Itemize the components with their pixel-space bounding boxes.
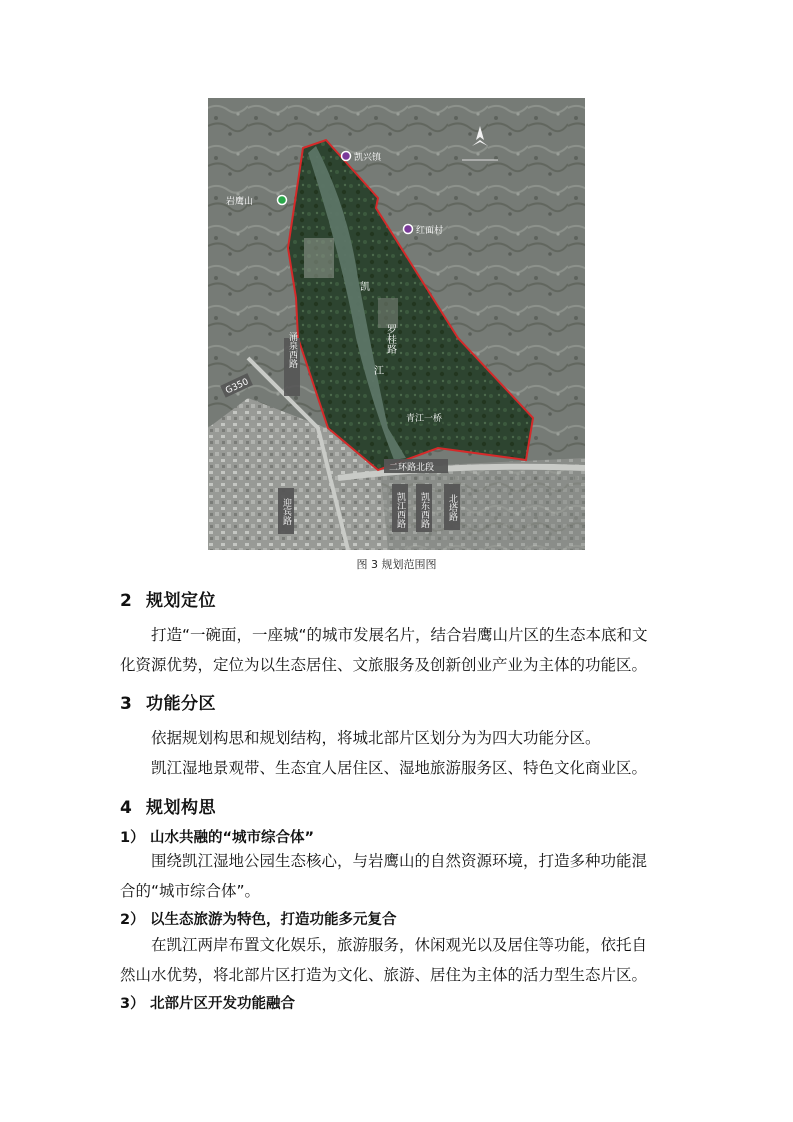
label-yongquan: 涌泉西路	[287, 332, 297, 368]
sub-2-paragraph	[120, 930, 660, 990]
sub-1-paragraph	[120, 846, 660, 906]
sub-number: 3）	[120, 996, 145, 1012]
label-yingbin: 迎宾路	[281, 498, 291, 525]
label-ring: 二环路北段	[389, 463, 435, 473]
subheading-3	[120, 992, 295, 1013]
paragraph-text: 在凯江两岸布置文化娱乐，旅游服务，休闲观光以及居住等功能，依托自然山水优势，将北部片区打造为文化、旅游、居住为主体的活力型生态片区。	[120, 936, 648, 984]
section-3-paragraph-1	[120, 723, 660, 753]
village-patch	[304, 238, 334, 278]
section-number: 3	[120, 694, 133, 714]
sub-title: 以生态旅游为特色，打造功能多元复合	[150, 912, 397, 928]
subheading-1	[120, 826, 314, 847]
planning-map	[208, 98, 585, 550]
section-title: 规划构思	[146, 798, 216, 818]
label-kaisheng: 凯兴镇	[354, 153, 382, 163]
poi-marker-purple	[404, 225, 413, 234]
section-heading-2	[120, 586, 216, 611]
label-qingjiang: 青江一桥	[406, 414, 443, 424]
label-g350: G350	[224, 377, 251, 397]
sub-number: 1）	[120, 830, 145, 846]
sub-number: 2）	[120, 912, 145, 928]
poi-marker-green	[278, 196, 287, 205]
paragraph-text: 依据规划构思和规划结构，将城北部片区划分为为四大功能分区。	[151, 729, 601, 747]
figure-caption: 图 3 规划范围图	[356, 558, 437, 571]
section-number: 4	[120, 798, 133, 818]
paragraph-text: 打造“一碗面，一座城“的城市发展名片，结合岩鹰山片区的生态本底和文化资源优势，定位为以生态居住、文旅服务及创新创业产业为主体的功能区。	[120, 626, 648, 674]
section-heading-4	[120, 793, 216, 818]
label-kaijiang: 凯江西路	[395, 492, 405, 528]
section-2-paragraph	[120, 620, 660, 680]
paragraph-text: 凯江湿地景观带、生态宜人居住区、湿地旅游服务区、特色文化商业区。	[151, 759, 648, 777]
section-title: 规划定位	[146, 591, 216, 611]
poi-marker-purple	[342, 152, 351, 161]
label-yanying: 岩鹰山	[226, 197, 254, 207]
sub-title: 山水共融的“城市综合体”	[150, 830, 315, 846]
label-river-top: 凯	[360, 282, 370, 293]
subheading-2	[120, 908, 397, 929]
section-heading-3	[120, 689, 216, 714]
label-hongmian: 红面村	[416, 226, 444, 236]
sub-title: 北部片区开发功能融合	[150, 996, 295, 1012]
section-3-paragraph-2	[120, 753, 660, 783]
section-number: 2	[120, 591, 133, 611]
planning-map-figure	[208, 98, 585, 550]
label-beita: 北塔路	[447, 494, 457, 521]
label-luogui: 罗桂路	[384, 324, 396, 354]
section-title: 功能分区	[146, 694, 216, 714]
label-river-mid: 江	[374, 366, 384, 377]
label-kaidong: 凯东西路	[419, 492, 429, 528]
paragraph-text: 围绕凯江湿地公园生态核心，与岩鹰山的自然资源环境，打造多种功能混合的“城市综合体”。	[120, 852, 648, 900]
